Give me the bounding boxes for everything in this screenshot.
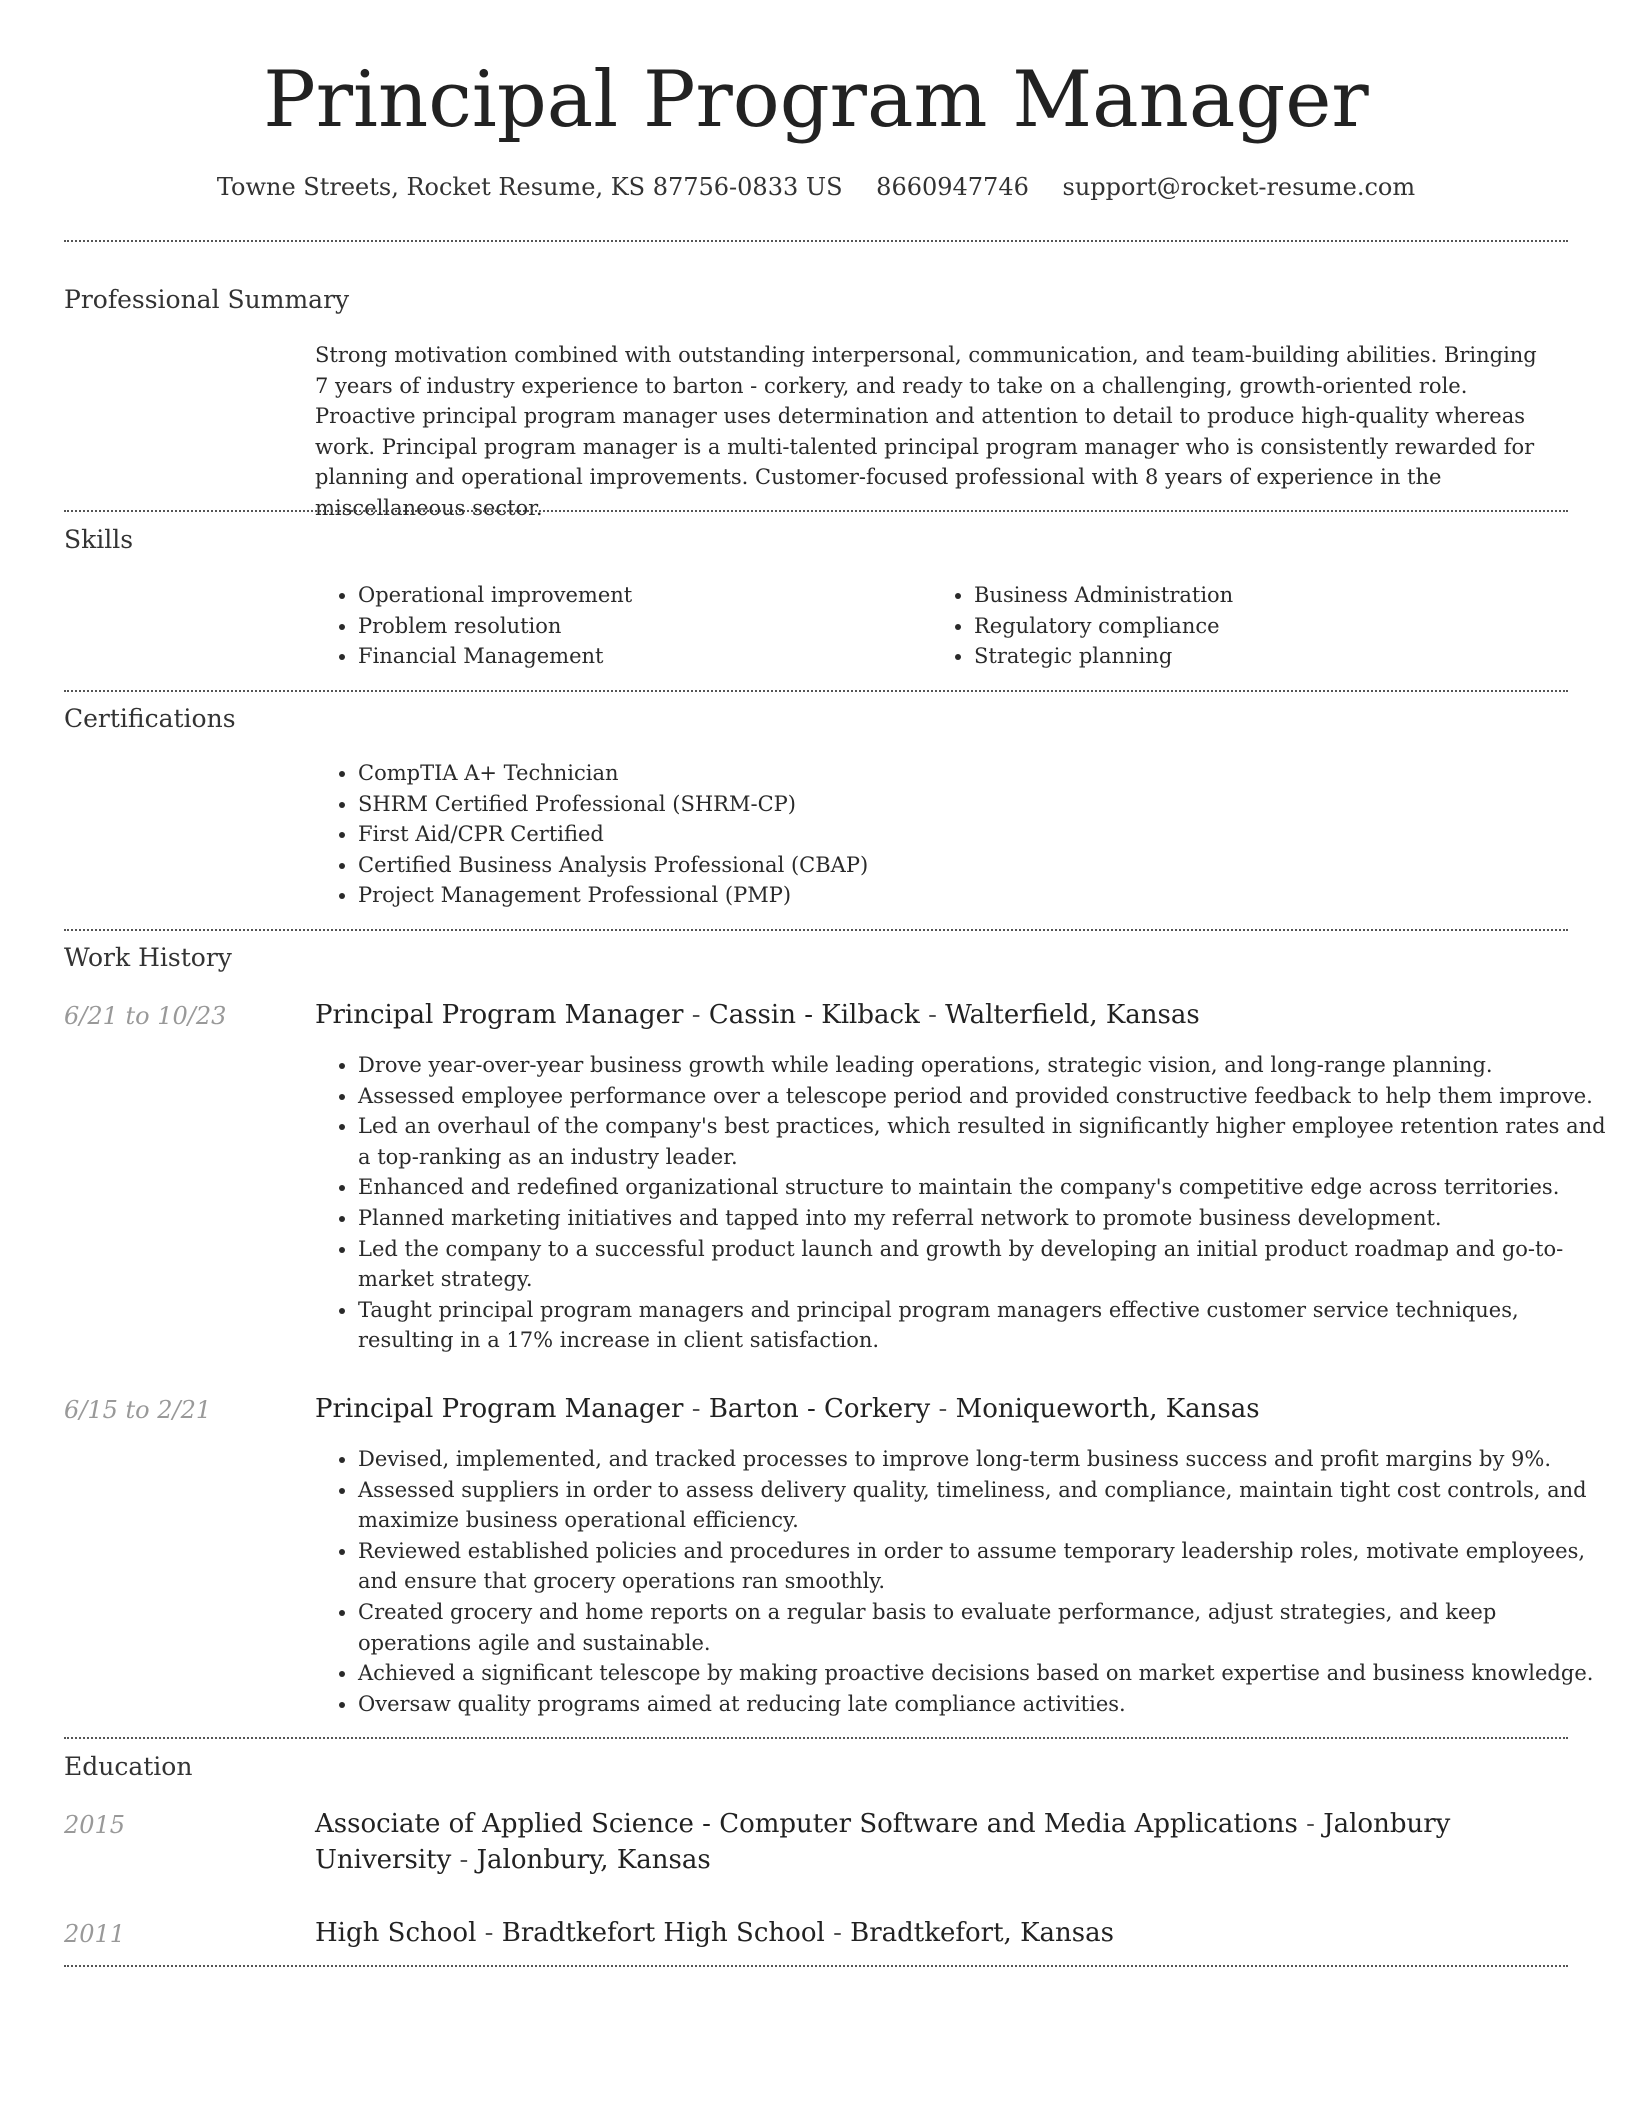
job-company: Cassin - Kilback bbox=[708, 1000, 920, 1030]
separator: - bbox=[691, 1394, 709, 1424]
certifications-list bbox=[314, 758, 1558, 911]
job-bullet: • Oversaw quality programs aimed at reducing late compliance activities. bbox=[358, 1689, 1610, 1720]
divider bbox=[64, 1965, 1568, 1967]
divider bbox=[64, 240, 1568, 242]
education-location: Bradtkefort, Kansas bbox=[850, 1918, 1114, 1948]
job-bullets bbox=[314, 1444, 1610, 1719]
job-heading bbox=[315, 1391, 1565, 1427]
skill-item: • Problem resolution bbox=[358, 611, 918, 642]
certification-item: • Project Management Professional (PMP) bbox=[358, 880, 1558, 911]
phone: 8660947746 bbox=[876, 173, 1029, 201]
skill-item: • Operational improvement bbox=[358, 580, 918, 611]
section-title-certifications: Certifications bbox=[64, 704, 236, 733]
job-heading bbox=[315, 997, 1565, 1033]
job-location: Walterfield, Kansas bbox=[945, 1000, 1200, 1030]
education-year: 2011 bbox=[64, 1920, 126, 1948]
job-bullet: • Reviewed established policies and procedures in order to assume temporary leadership roles, motivate employees, and ensure that grocery operations ran smoothly. bbox=[358, 1536, 1610, 1597]
section-title-summary: Professional Summary bbox=[64, 285, 350, 314]
job-bullet: • Led an overhaul of the company's best practices, which resulted in significantly higher employee retention rates and a top-ranking as an industry leader. bbox=[358, 1111, 1610, 1172]
address: Towne Streets, Rocket Resume, KS 87756-0833 US bbox=[216, 173, 843, 201]
job-bullet: • Created grocery and home reports on a regular basis to evaluate performance, adjust strategies, and keep operations agile and sustainable. bbox=[358, 1597, 1610, 1658]
certification-item: • CompTIA A+ Technician bbox=[358, 758, 1558, 789]
divider bbox=[64, 1737, 1568, 1739]
job-bullet: • Assessed employee performance over a telescope period and provided constructive feedback to help them improve. bbox=[358, 1081, 1610, 1112]
education-location: Jalonbury, Kansas bbox=[476, 1845, 711, 1875]
divider bbox=[64, 690, 1568, 692]
section-title-work-history: Work History bbox=[64, 943, 232, 972]
separator: - bbox=[938, 1394, 956, 1424]
separator: - bbox=[1306, 1809, 1324, 1839]
section-title-education: Education bbox=[64, 1752, 193, 1781]
separator: - bbox=[484, 1918, 502, 1948]
skill-item: • Financial Management bbox=[358, 641, 918, 672]
certification-item: • First Aid/CPR Certified bbox=[358, 819, 1558, 850]
separator: - bbox=[459, 1845, 477, 1875]
job-dates: 6/21 to 10/23 bbox=[64, 1002, 227, 1030]
separator: - bbox=[928, 1000, 946, 1030]
email-link[interactable]: support@rocket-resume.com bbox=[1062, 173, 1416, 201]
job-bullet: • Drove year-over-year business growth while leading operations, strategic vision, and long-range planning. bbox=[358, 1050, 1610, 1081]
summary-text: Strong motivation combined with outstanding interpersonal, communication, and team-building abilities. Bringing 7 years of industry experience to barton - corkery, and ready to take on a challenging, growth-oriented role. Proactive principal program manager uses determination and attention to detail to produce high-quality whereas work. Principal program manager is a multi-talented principal program manager who is consistently rewarded for planning and operational improvements. Customer-focused professional with 8 years of experience in the miscellaneous sector. bbox=[315, 343, 1537, 520]
section-title-skills: Skills bbox=[64, 525, 134, 554]
education-year: 2015 bbox=[64, 1811, 126, 1839]
contact-line bbox=[0, 170, 1632, 204]
education-heading bbox=[315, 1806, 1545, 1878]
divider bbox=[64, 510, 1568, 512]
divider bbox=[64, 929, 1568, 931]
certification-item: • Certified Business Analysis Professional (CBAP) bbox=[358, 850, 1558, 881]
education-degree: Associate of Applied Science - Computer Software and Media Applications bbox=[315, 1809, 1298, 1839]
education-school: Bradtkefort High School bbox=[501, 1918, 825, 1948]
job-role: Principal Program Manager bbox=[315, 1000, 684, 1030]
skills-list-left bbox=[314, 580, 918, 672]
job-bullet: • Assessed suppliers in order to assess delivery quality, timeliness, and compliance, maintain tight cost controls, and maximize business operational efficiency. bbox=[358, 1475, 1610, 1536]
candidate-name: Principal Program Manager bbox=[263, 55, 1369, 145]
job-bullet: • Led the company to a successful product launch and growth by developing an initial product roadmap and go-to-market strategy. bbox=[358, 1234, 1610, 1295]
skill-item: • Business Administration bbox=[974, 580, 1534, 611]
job-company: Barton - Corkery bbox=[708, 1394, 931, 1424]
skills-list-right bbox=[930, 580, 1534, 672]
education-heading bbox=[315, 1915, 1565, 1951]
education-school: Jalonbury University bbox=[315, 1809, 1451, 1875]
job-dates: 6/15 to 2/21 bbox=[64, 1396, 212, 1424]
job-bullet: • Devised, implemented, and tracked processes to improve long-term business success and profit margins by 9%. bbox=[358, 1444, 1610, 1475]
certification-item: • SHRM Certified Professional (SHRM-CP) bbox=[358, 789, 1558, 820]
job-role: Principal Program Manager bbox=[315, 1394, 684, 1424]
job-bullets bbox=[314, 1050, 1610, 1356]
skill-item: • Strategic planning bbox=[974, 641, 1534, 672]
separator: - bbox=[833, 1918, 851, 1948]
job-location: Moniqueworth, Kansas bbox=[955, 1394, 1260, 1424]
job-bullet: • Enhanced and redefined organizational structure to maintain the company's competitive edge across territories. bbox=[358, 1172, 1610, 1203]
job-bullet: • Planned marketing initiatives and tapped into my referral network to promote business development. bbox=[358, 1203, 1610, 1234]
education-degree: High School bbox=[315, 1918, 477, 1948]
separator: - bbox=[691, 1000, 709, 1030]
job-bullet: • Taught principal program managers and principal program managers effective customer service techniques, resulting in a 17% increase in client satisfaction. bbox=[358, 1295, 1610, 1356]
skill-item: • Regulatory compliance bbox=[974, 611, 1534, 642]
job-bullet: • Achieved a significant telescope by making proactive decisions based on market expertise and business knowledge. bbox=[358, 1658, 1610, 1689]
